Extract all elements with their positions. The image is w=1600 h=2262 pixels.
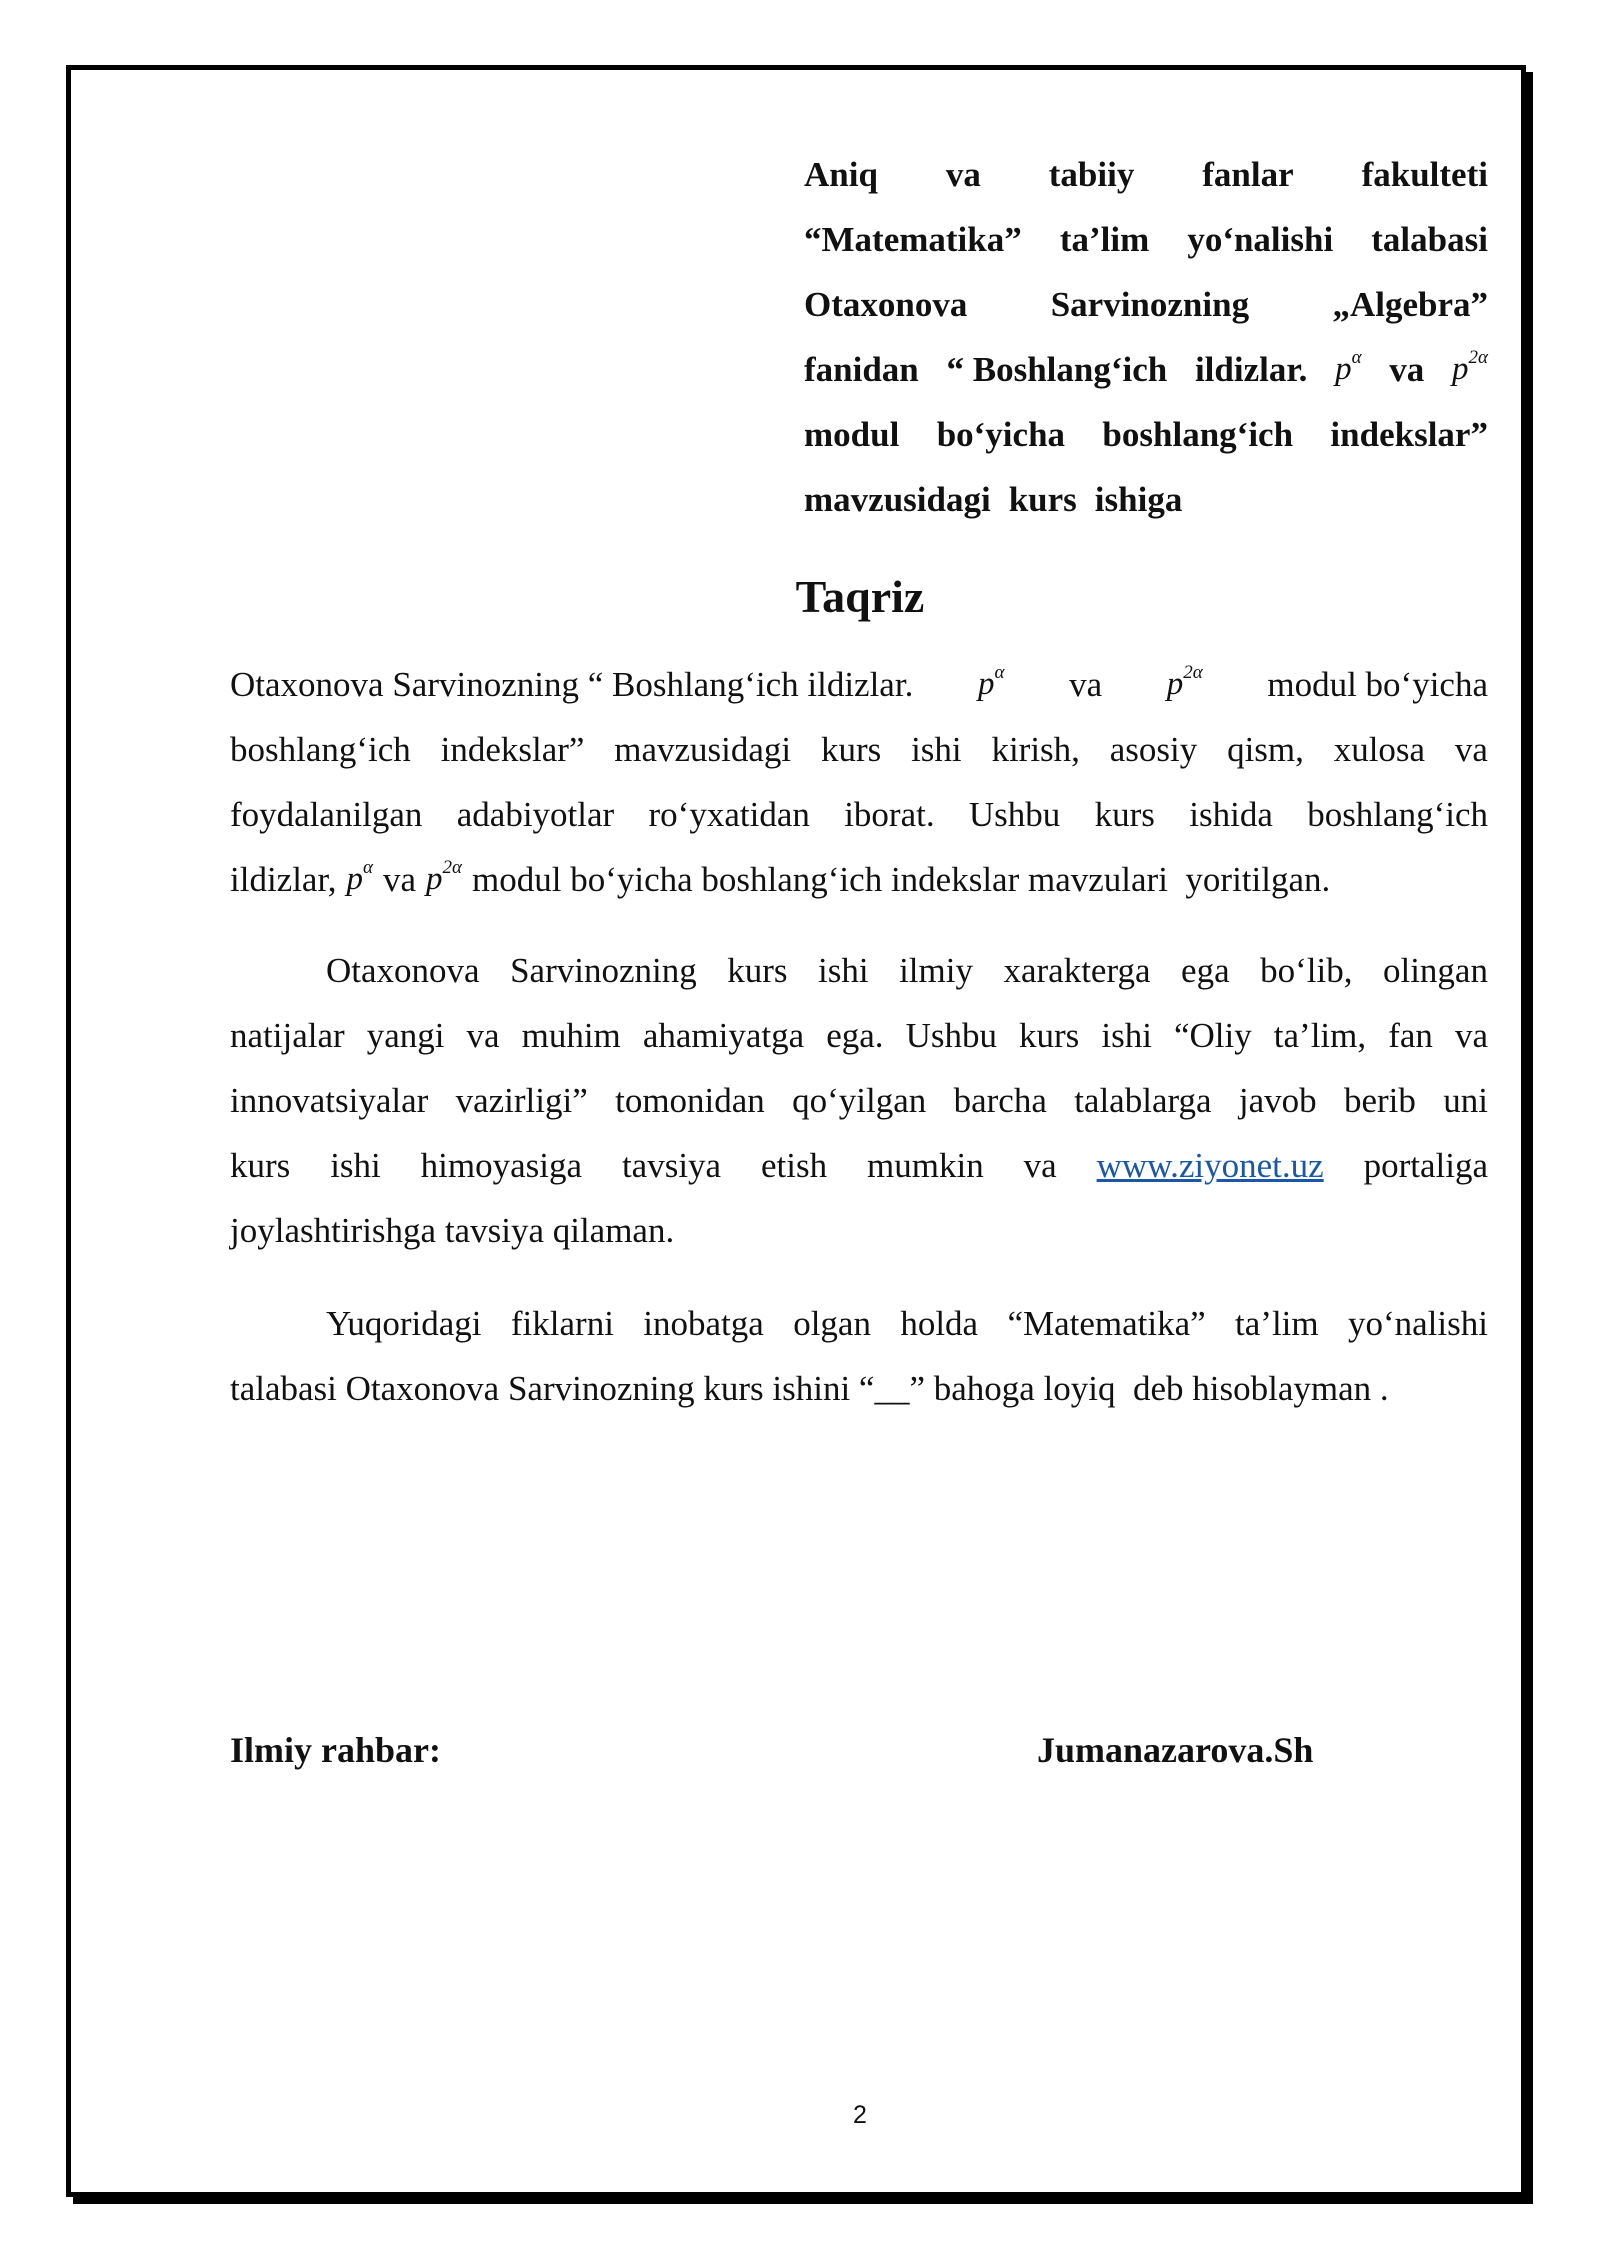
header-word: va: [945, 155, 981, 194]
header-word: Otaxonova: [804, 285, 968, 324]
text-line: [230, 652, 1488, 717]
word: va: [466, 1016, 500, 1055]
word: ishi: [1101, 1016, 1152, 1055]
word: “Oliy: [1173, 1016, 1252, 1055]
header-word: tabiiy: [1048, 155, 1135, 194]
header-word: Sarvinozning: [1050, 285, 1250, 324]
header-word: fanlar: [1202, 155, 1294, 194]
word: xulosa: [1333, 730, 1426, 769]
word: yo‘nalishi: [1347, 1304, 1488, 1343]
word: ta’lim: [1235, 1304, 1319, 1343]
header-line-3: [804, 272, 1488, 337]
header-word: indekslar”: [1330, 415, 1488, 454]
word: ishi: [818, 951, 869, 990]
text-segment: Otaxonova Sarvinozning “ Boshlang‘ich ildizlar.: [230, 665, 914, 704]
word: mumkin: [867, 1146, 984, 1185]
word: portaliga: [1363, 1146, 1488, 1185]
word: ega: [1181, 951, 1230, 990]
header-word: va: [1389, 350, 1425, 389]
math-p-alpha: $p^\alpha$: [977, 662, 1005, 702]
text-segment: modul bo‘yicha: [1267, 665, 1488, 704]
header-word: talabasi: [1371, 220, 1488, 259]
header-word: bo‘yicha: [936, 415, 1066, 454]
math-p-2alpha: $p^{2\alpha}$: [1452, 347, 1488, 387]
text-segment: va: [382, 860, 417, 899]
word: barcha: [953, 1081, 1047, 1120]
word: Ushbu: [905, 1016, 997, 1055]
word: kurs: [1094, 795, 1155, 834]
header-word: fakulteti: [1361, 155, 1488, 194]
word: himoyasiga: [420, 1146, 583, 1185]
header-block: [804, 142, 1488, 532]
ziyonet-link[interactable]: www.ziyonet.uz: [1096, 1146, 1324, 1185]
paragraph-1: [230, 652, 1488, 912]
header-word: ishiga: [1094, 480, 1183, 519]
word: etish: [761, 1146, 828, 1185]
header-line-1: [804, 142, 1488, 207]
word: asosiy: [1109, 730, 1198, 769]
word: muhim: [521, 1016, 621, 1055]
word: natijalar: [230, 1016, 345, 1055]
word: va: [1454, 1016, 1488, 1055]
text-line: [230, 1068, 1488, 1133]
word: ta’lim,: [1273, 1016, 1367, 1055]
word: kurs: [1019, 1016, 1080, 1055]
word: tavsiya: [621, 1146, 722, 1185]
math-p-2alpha: $p^{2\alpha}$: [1166, 662, 1203, 702]
paragraph-3: [230, 1291, 1488, 1421]
word: berib: [1343, 1081, 1416, 1120]
signature-label: Ilmiy rahbar:: [230, 1730, 441, 1770]
word: fiklarni: [510, 1304, 614, 1343]
text-line: [230, 938, 1488, 1003]
word: ahamiyatga: [642, 1016, 805, 1055]
text-segment: joylashtirishga tavsiya qilaman.: [230, 1211, 675, 1250]
signature-name: Jumanazarova.Sh: [1037, 1730, 1314, 1770]
math-p-alpha: $p^\alpha$: [1335, 347, 1362, 387]
word: “Matematika”: [1007, 1304, 1206, 1343]
word: innovatsiyalar: [230, 1081, 429, 1120]
word: Yuqoridagi: [326, 1304, 482, 1343]
header-word: “Matematika”: [804, 220, 1022, 259]
word: bo‘lib,: [1260, 951, 1353, 990]
word: inobatga: [643, 1304, 764, 1343]
header-line-6: [804, 467, 1488, 532]
text-segment: ildizlar,: [230, 860, 337, 899]
word: va: [1454, 730, 1488, 769]
word: olingan: [1382, 951, 1488, 990]
word: adabiyotlar: [456, 795, 615, 834]
header-line-2: [804, 207, 1488, 272]
word: ilmiy: [899, 951, 973, 990]
page-title: Taqriz: [795, 571, 925, 622]
word: uni: [1443, 1081, 1488, 1120]
text-line: [230, 1356, 1488, 1421]
word: ishida: [1189, 795, 1273, 834]
word: boshlang‘ich: [230, 730, 411, 769]
text-line: [230, 1291, 1488, 1356]
word: kurs: [230, 1146, 291, 1185]
header-word: fanidan: [804, 350, 919, 389]
word: javob: [1238, 1081, 1317, 1120]
word: kurs: [727, 951, 788, 990]
word: Sarvinozning: [510, 951, 697, 990]
math-p-2alpha: $p^{2\alpha}$: [426, 857, 462, 897]
word: ega.: [826, 1016, 884, 1055]
header-word: ildizlar.: [1194, 350, 1308, 389]
text-segment: modul bo‘yicha boshlang‘ich indekslar mavzulari yoritilgan.: [472, 860, 1331, 899]
header-word: modul: [804, 415, 900, 454]
word: ishi: [911, 730, 962, 769]
word: qo‘yilgan: [792, 1081, 927, 1120]
header-word: yo‘nalishi: [1187, 220, 1334, 259]
word: xarakterga: [1003, 951, 1151, 990]
header-line-4: [804, 337, 1488, 402]
header-word: “ Boshlang‘ich: [946, 350, 1168, 389]
header-line-5: [804, 402, 1488, 467]
word: mavzusidagi: [614, 730, 792, 769]
text-line: [230, 717, 1488, 782]
word: talablarga: [1074, 1081, 1212, 1120]
text-segment: talabasi Otaxonova Sarvinozning kurs ishini “__” bahoga loyiq deb hisoblayman .: [230, 1369, 1389, 1408]
header-word: Aniq: [804, 155, 878, 194]
word: boshlang‘ich: [1307, 795, 1488, 834]
word: Otaxonova: [326, 951, 480, 990]
word: yangi: [366, 1016, 445, 1055]
header-word: boshlang‘ich: [1102, 415, 1294, 454]
word: kirish,: [991, 730, 1080, 769]
paragraph-2: [230, 938, 1488, 1263]
word: kurs: [820, 730, 882, 769]
text-line: [230, 1198, 1488, 1263]
math-p-alpha: $p^\alpha$: [346, 857, 373, 897]
word: indekslar”: [440, 730, 585, 769]
word: fan: [1388, 1016, 1433, 1055]
text-line: [230, 782, 1488, 847]
text-segment: va: [1069, 665, 1103, 704]
word: iborat.: [844, 795, 935, 834]
word: foydalanilgan: [230, 795, 423, 834]
word: holda: [900, 1304, 979, 1343]
header-word: „Algebra”: [1332, 285, 1488, 324]
word: vazirligi”: [455, 1081, 588, 1120]
header-word: mavzusidagi: [804, 480, 991, 519]
word: va: [1023, 1146, 1057, 1185]
header-word: ta’lim: [1059, 220, 1150, 259]
word: qism,: [1227, 730, 1304, 769]
text-line: [230, 1133, 1488, 1198]
word: olgan: [793, 1304, 871, 1343]
header-word: kurs: [1008, 480, 1077, 519]
text-line: [230, 847, 1488, 912]
word: ishi: [330, 1146, 381, 1185]
text-line: [230, 1003, 1488, 1068]
word: Ushbu: [968, 795, 1061, 834]
word: ro‘yxatidan: [648, 795, 810, 834]
word: tomonidan: [615, 1081, 765, 1120]
page-number: 2: [853, 2101, 867, 2129]
